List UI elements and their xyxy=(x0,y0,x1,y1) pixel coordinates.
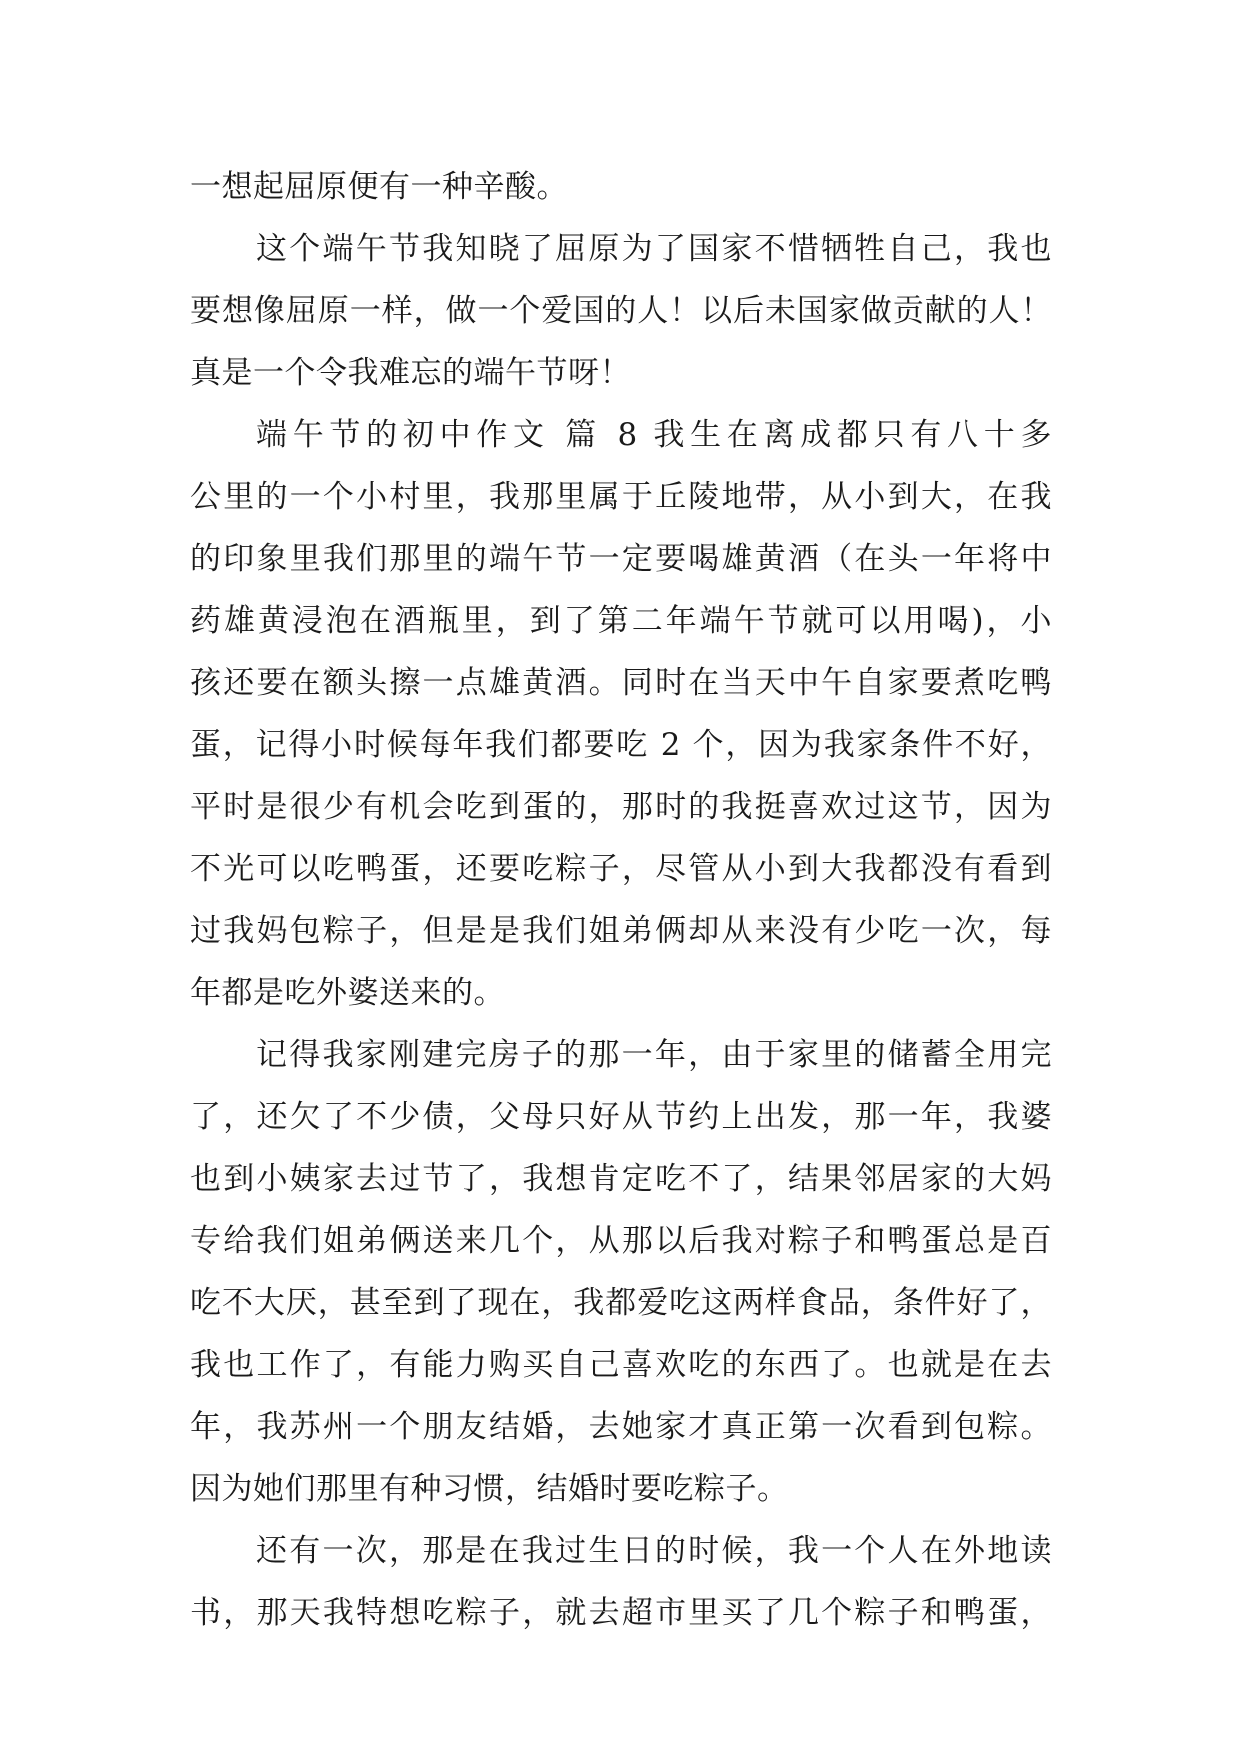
text-line: 还有一次，那是在我过生日的时候，我一个人在外地读 xyxy=(256,1533,1052,1569)
text-line: 记得我家刚建完房子的那一年，由于家里的储蓄全用完 xyxy=(256,1037,1052,1073)
text-line: 蛋，记得小时候每年我们都要吃 2 个，因为我家条件不好， xyxy=(190,727,1052,763)
body-text xyxy=(190,156,1052,1644)
text-line: 要想像屈原一样，做一个爱国的人！以后未国家做贡献的人！ xyxy=(190,293,1052,329)
text-line: 这个端午节我知晓了屈原为了国家不惜牺牲自己，我也 xyxy=(256,231,1052,267)
text-line: 年都是吃外婆送来的。 xyxy=(190,975,505,1011)
text-line: 孩还要在额头擦一点雄黄酒。同时在当天中午自家要煮吃鸭 xyxy=(190,665,1052,701)
text-line: 年，我苏州一个朋友结婚，去她家才真正第一次看到包粽。 xyxy=(190,1409,1052,1445)
text-line: 药雄黄浸泡在酒瓶里，到了第二年端午节就可以用喝)，小 xyxy=(190,603,1052,639)
text-line: 了，还欠了不少债，父母只好从节约上出发，那一年，我婆 xyxy=(190,1099,1052,1135)
text-line: 平时是很少有机会吃到蛋的，那时的我挺喜欢过这节，因为 xyxy=(190,789,1052,825)
text-line: 不光可以吃鸭蛋，还要吃粽子，尽管从小到大我都没有看到 xyxy=(190,851,1052,887)
text-line: 真是一个令我难忘的端午节呀！ xyxy=(190,355,631,391)
text-line: 专给我们姐弟俩送来几个，从那以后我对粽子和鸭蛋总是百 xyxy=(190,1223,1052,1259)
text-line: 的印象里我们那里的端午节一定要喝雄黄酒（在头一年将中 xyxy=(190,541,1052,577)
text-line: 吃不大厌，甚至到了现在，我都爱吃这两样食品，条件好了， xyxy=(190,1285,1052,1321)
text-line: 端午节的初中作文 篇 8 我生在离成都只有八十多 xyxy=(256,417,1052,453)
text-line: 一想起屈原便有一种辛酸。 xyxy=(190,169,568,205)
text-line: 我也工作了，有能力购买自己喜欢吃的东西了。也就是在去 xyxy=(190,1347,1052,1383)
text-line: 过我妈包粽子，但是是我们姐弟俩却从来没有少吃一次，每 xyxy=(190,913,1052,949)
text-line: 因为她们那里有种习惯，结婚时要吃粽子。 xyxy=(190,1471,789,1507)
text-line: 公里的一个小村里，我那里属于丘陵地带，从小到大，在我 xyxy=(190,479,1052,515)
text-line: 也到小姨家去过节了，我想肯定吃不了，结果邻居家的大妈 xyxy=(190,1161,1052,1197)
text-line: 书，那天我特想吃粽子，就去超市里买了几个粽子和鸭蛋， xyxy=(190,1595,1052,1631)
